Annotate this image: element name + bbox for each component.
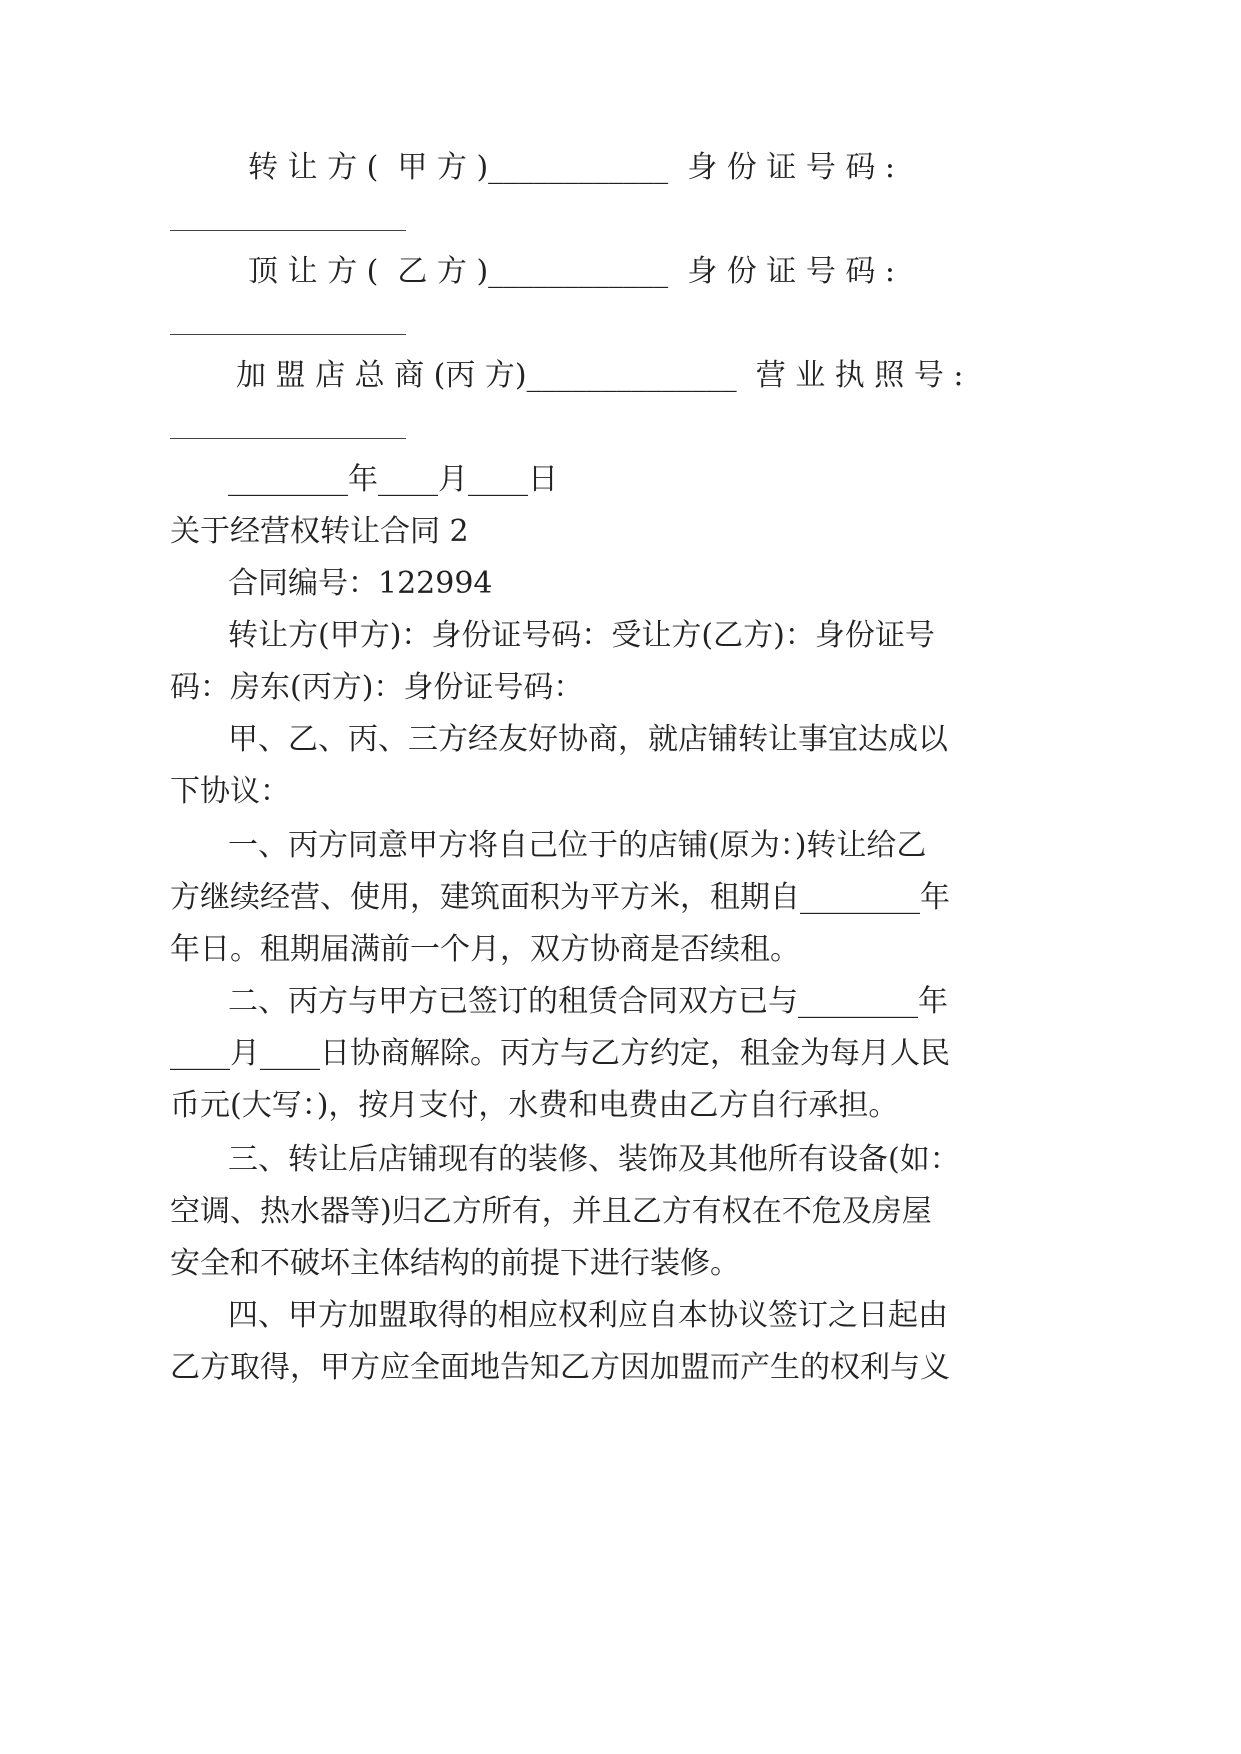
clause-4: 乙方取得，甲方应全面地告知乙方因加盟而产生的权利与义 xyxy=(170,1350,950,1385)
party-b-id-blank xyxy=(170,334,406,335)
party-b-line: 顶 让 方 ( 乙 方 )____________ 身 份 证 号 码 : xyxy=(248,254,896,289)
party-c-line: 加 盟 店 总 商 (丙 方)______________ 营 业 执 照 号 : xyxy=(236,358,964,393)
clause-2: 币元(大写：)，按月支付，水费和电费由乙方自行承担。 xyxy=(170,1088,899,1123)
contract-title: 关于经营权转让合同 2 xyxy=(170,514,469,549)
clause-3: 三、转让后店铺现有的装修、装饰及其他所有设备(如： xyxy=(228,1142,960,1177)
clause-4: 四、甲方加盟取得的相应权利应自本协议签订之日起由 xyxy=(228,1298,948,1333)
clause-2: 二、丙方与甲方已签订的租赁合同双方已与________年 xyxy=(228,984,948,1019)
clause-3: 空调、热水器等)归乙方所有，并且乙方有权在不危及房屋 xyxy=(170,1194,932,1229)
party-a-id-blank xyxy=(170,230,406,231)
clause-2: ____月____日协商解除。丙方与乙方约定，租金为每月人民 xyxy=(170,1036,950,1071)
contract-number: 合同编号：122994 xyxy=(228,566,493,601)
clause-1: 方继续经营、使用，建筑面积为平方米，租期自________年 xyxy=(170,880,950,915)
clause-1: 一、丙方同意甲方将自己位于的店铺(原为：)转让给乙 xyxy=(228,828,927,863)
intro-paragraph: 下协议： xyxy=(170,774,290,809)
intro-paragraph: 甲、乙、丙、三方经友好协商，就店铺转让事宜达成以 xyxy=(228,722,948,757)
parties-line: 码：房东(丙方)：身份证号码： xyxy=(170,670,584,705)
clause-1: 年日。租期届满前一个月，双方协商是否续租。 xyxy=(170,932,800,967)
clause-3: 安全和不破坏主体结构的前提下进行装修。 xyxy=(170,1246,740,1281)
parties-line: 转让方(甲方)：身份证号码：受让方(乙方)：身份证号 xyxy=(228,618,935,653)
date-line: ________年____月____日 xyxy=(228,462,558,497)
party-a-line: 转 让 方 ( 甲 方 )____________ 身 份 证 号 码 : xyxy=(248,150,896,185)
party-c-license-blank xyxy=(170,438,406,439)
